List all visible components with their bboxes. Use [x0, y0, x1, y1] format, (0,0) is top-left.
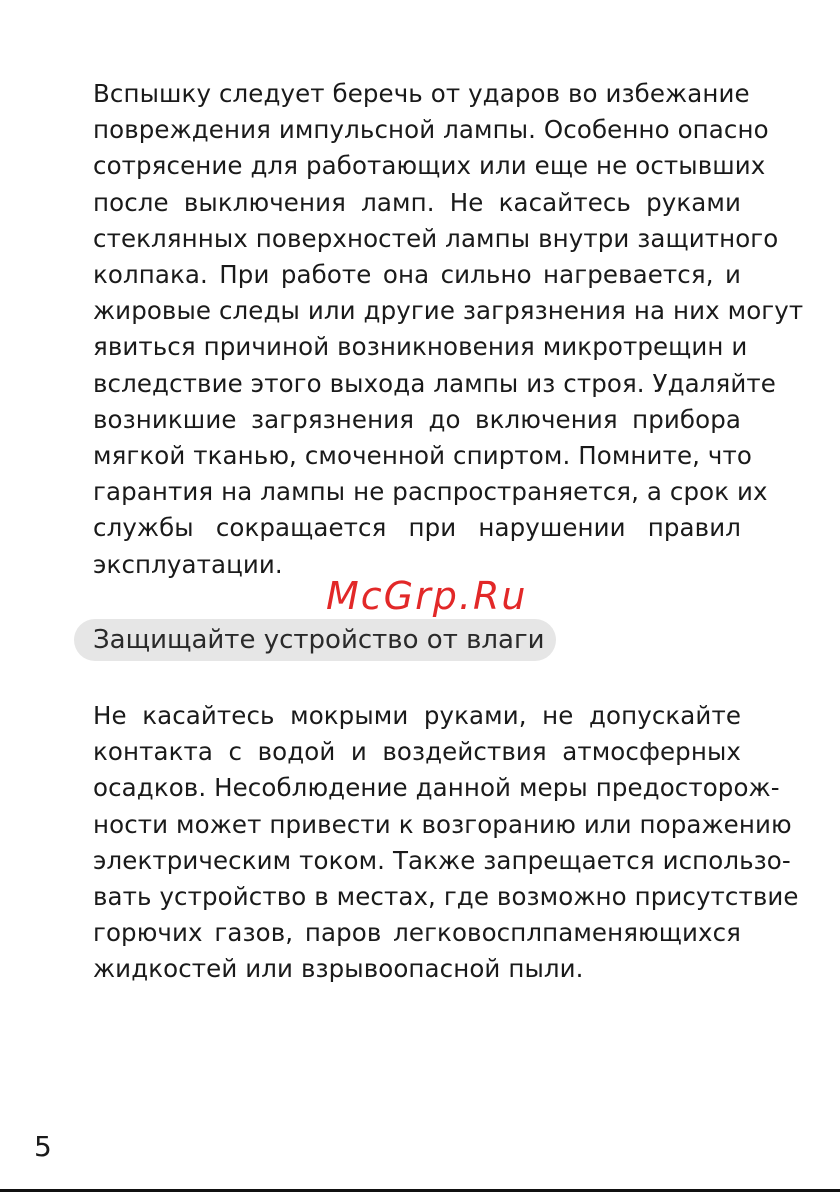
page-number: 5: [34, 1130, 52, 1163]
paragraph-line: осадков. Несоблюдение данной меры предосторож-: [93, 773, 780, 803]
paragraph-line: электрическим током. Также запрещается использо-: [93, 845, 791, 875]
section-heading: Защищайте устройство от влаги: [74, 619, 556, 661]
moisture-warning-paragraph: [93, 698, 799, 988]
paragraph-line: сотрясение для работающих или еще не остывших: [93, 151, 766, 181]
paragraph-line: явиться причиной возникновения микротрещин и: [93, 332, 748, 362]
paragraph-line: контакта с водой и воздействия атмосферных: [93, 737, 741, 767]
paragraph-line: Вспышку следует беречь от ударов во избежание: [93, 79, 750, 108]
paragraph-line: после выключения ламп. Не касайтесь руками: [93, 187, 741, 217]
paragraph-line: вследствие этого выхода лампы из строя. Удаляйте: [93, 368, 776, 398]
paragraph-line: повреждения импульсной лампы. Особенно опасно: [93, 115, 769, 145]
paragraph-line: гарантия на лампы не распространяется, а срок их: [93, 477, 768, 507]
flash-care-paragraph: [93, 76, 804, 583]
paragraph-line: жидкостей или взрывоопасной пыли.: [93, 954, 584, 984]
paragraph-line: вать устройство в местах, где возможно присутствие: [93, 882, 799, 912]
paragraph-line: стеклянных поверхностей лампы внутри защитного: [93, 223, 779, 253]
paragraph-line: службы сокращается при нарушении правил: [93, 513, 741, 543]
paragraph-line: мягкой тканью, смоченной спиртом. Помните, что: [93, 441, 752, 471]
watermark-text: McGrp.Ru: [326, 574, 528, 618]
paragraph-line: возникшие загрязнения до включения прибора: [93, 404, 741, 434]
paragraph-line: эксплуатации.: [93, 549, 283, 579]
paragraph-line: ности может привести к возгоранию или поражению: [93, 809, 792, 839]
paragraph-line: Не касайтесь мокрыми руками, не допускайте: [93, 701, 741, 730]
paragraph-line: жировые следы или другие загрязнения на них могут: [93, 296, 804, 326]
paragraph-line: горючих газов, паров легковосплпаменяющихся: [93, 918, 741, 948]
paragraph-line: колпака. При работе она сильно нагревается, и: [93, 260, 741, 290]
